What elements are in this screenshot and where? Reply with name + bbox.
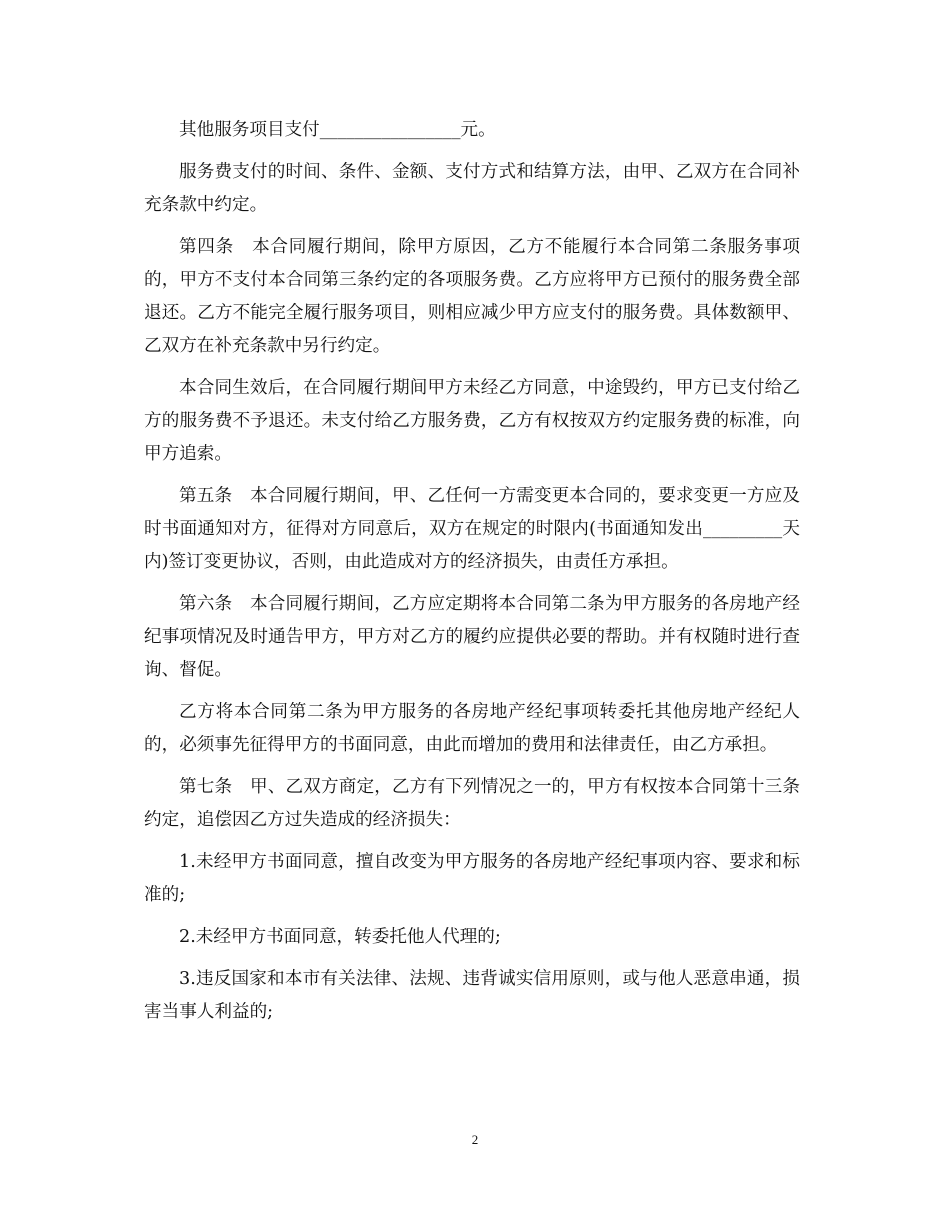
paragraph-article-7: 第七条 甲、乙双方商定，乙方有下列情况之一的，甲方有权按本合同第十三条约定，追偿因乙方过失造成的经济损失： xyxy=(144,777,800,830)
paragraph-article-5: 第五条 本合同履行期间，甲、乙任何一方需变更本合同的，要求变更一方应及时书面通知对方，征得对方同意后，双方在规定的时限内(书面通知发出_________天内)签订变更协议，否则，由此造成对方的经济损失，由责任方承担。 xyxy=(144,486,800,572)
paragraph-other-services-payment: 其他服务项目支付________________元。 xyxy=(179,120,496,140)
list-item-3: 3.违反国家和本市有关法律、法规、违背诚实信用原则，或与他人恶意串通，损害当事人利益的; xyxy=(144,969,800,1022)
page-number: 2 xyxy=(471,1132,479,1147)
paragraph-article-4: 第四条 本合同履行期间，除甲方原因，乙方不能履行本合同第二条服务事项的，甲方不支付本合同第三条约定的各项服务费。乙方应将甲方已预付的服务费全部退还。乙方不能完全履行服务项目，则相应减少甲方应支付的服务费。具体数额甲、乙双方在补充条款中另行约定。 xyxy=(144,237,800,356)
list-item-1: 1.未经甲方书面同意，擅自改变为甲方服务的各房地产经纪事项内容、要求和标准的; xyxy=(144,852,800,905)
paragraph-service-fee-terms: 服务费支付的时间、条件、金额、支付方式和结算方法，由甲、乙双方在合同补充条款中约定。 xyxy=(144,162,800,215)
list-item-2: 2.未经甲方书面同意，转委托他人代理的; xyxy=(179,927,501,947)
paragraph-subcontracting: 乙方将本合同第二条为甲方服务的各房地产经纪事项转委托其他房地产经纪人的，必须事先征得甲方的书面同意，由此而增加的费用和法律责任，由乙方承担。 xyxy=(144,702,800,755)
paragraph-breach-refund: 本合同生效后，在合同履行期间甲方未经乙方同意，中途毁约，甲方已支付给乙方的服务费不予退还。未支付给乙方服务费，乙方有权按双方约定服务费的标准，向甲方追索。 xyxy=(144,378,800,464)
document-body xyxy=(144,114,800,1038)
paragraph-article-6: 第六条 本合同履行期间，乙方应定期将本合同第二条为甲方服务的各房地产经纪事项情况及时通告甲方，甲方对乙方的履约应提供必要的帮助。并有权随时进行查询、督促。 xyxy=(144,594,800,680)
